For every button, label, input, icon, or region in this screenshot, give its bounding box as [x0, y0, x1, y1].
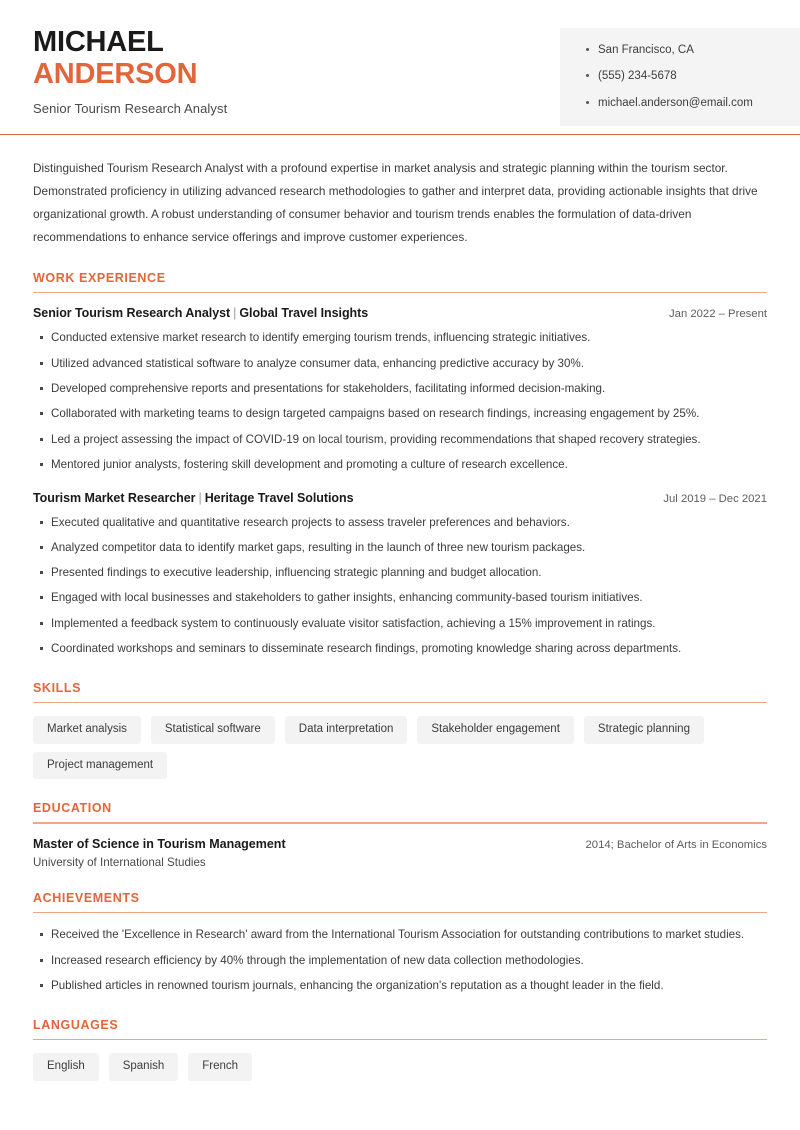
skills-tag-list	[33, 716, 767, 779]
contact-list	[586, 42, 778, 112]
professional-summary: Distinguished Tourism Research Analyst with a profound expertise in market analysis and strategic planning within the tourism sector. Demonstrated proficiency in utilizing advanced research methodologies to gather and interpret data, providing actionable insights that drive organizational growth. A robust understanding of consumer behavior and tourism trends enables the formulation of data-driven recommendations to enhance service offerings and improve customer experiences.	[33, 160, 758, 244]
section-languages	[33, 1018, 767, 1081]
bullet-item: Increased research efficiency by 40% through the implementation of new data collection methodologies.	[33, 952, 767, 971]
experience-dates: Jul 2019 – Dec 2021	[663, 492, 767, 505]
experience-entry	[33, 491, 767, 659]
education-entry	[33, 837, 767, 869]
experience-title-line	[33, 491, 353, 505]
section-divider	[33, 912, 767, 914]
section-skills	[33, 681, 767, 780]
bullet-item: Executed qualitative and quantitative research projects to assess traveler preferences and behaviors.	[33, 514, 767, 533]
headline-subtitle: Senior Tourism Research Analyst	[33, 100, 228, 116]
contact-item-email[interactable]: michael.anderson@email.com	[586, 95, 778, 112]
section-divider	[33, 822, 767, 824]
language-tag: French	[188, 1053, 252, 1081]
first-name: MICHAEL	[33, 26, 164, 58]
contact-item-location: San Francisco, CA	[586, 42, 778, 59]
bullet-item: Analyzed competitor data to identify market gaps, resulting in the launch of three new tourism packages.	[33, 539, 767, 558]
education-school: University of International Studies	[33, 855, 206, 869]
bullet-item: Utilized advanced statistical software to analyze consumer data, enhancing predictive accuracy by 30%.	[33, 355, 767, 374]
bullet-item: Published articles in renowned tourism journals, enhancing the organization's reputation as a thought leader in the field.	[33, 977, 767, 996]
language-tag: English	[33, 1053, 99, 1081]
skill-tag: Stakeholder engagement	[417, 716, 574, 744]
bullet-item: Led a project assessing the impact of COVID-19 on local tourism, providing recommendations that shaped recovery strategies.	[33, 431, 767, 450]
languages-tag-list	[33, 1053, 767, 1081]
title-separator: |	[198, 490, 202, 505]
bullet-item: Mentored junior analysts, fostering skill development and promoting a culture of research excellence.	[33, 456, 767, 475]
section-title-education: EDUCATION	[33, 801, 112, 816]
experience-bullets	[33, 514, 767, 659]
section-education	[33, 801, 767, 869]
skill-tag: Strategic planning	[584, 716, 704, 744]
last-name: ANDERSON	[33, 58, 198, 91]
header-identity	[0, 26, 227, 134]
experience-entry	[33, 306, 767, 474]
experience-dates: Jan 2022 – Present	[669, 308, 767, 321]
resume-body	[0, 157, 800, 1081]
bullet-item: Collaborated with marketing teams to design targeted campaigns based on research findings, increasing engagement by 25%.	[33, 405, 767, 424]
achievements-list	[33, 926, 767, 995]
experience-role: Senior Tourism Research Analyst	[33, 306, 231, 321]
language-tag: Spanish	[109, 1053, 179, 1081]
experience-company: Global Travel Insights	[239, 306, 369, 321]
resume-header	[0, 0, 800, 135]
section-divider	[33, 1039, 767, 1041]
experience-role: Tourism Market Researcher	[33, 490, 196, 505]
experience-company: Heritage Travel Solutions	[204, 490, 354, 505]
bullet-item: Developed comprehensive reports and presentations for stakeholders, facilitating informed decision-making.	[33, 380, 767, 399]
bullet-item: Engaged with local businesses and stakeholders to gather insights, enhancing community-based tourism initiatives.	[33, 589, 767, 608]
contact-box	[560, 28, 800, 126]
experience-entry-header	[33, 306, 767, 320]
education-meta: 2014; Bachelor of Arts in Economics	[585, 838, 767, 851]
section-title-work: WORK EXPERIENCE	[33, 270, 166, 285]
skill-tag: Data interpretation	[285, 716, 408, 744]
skill-tag: Project management	[33, 752, 167, 780]
section-achievements	[33, 891, 767, 996]
bullet-item: Coordinated workshops and seminars to disseminate research findings, promoting knowledge sharing across departments.	[33, 640, 767, 659]
education-degree: Master of Science in Tourism Management	[33, 836, 286, 851]
section-divider	[33, 702, 767, 704]
section-divider	[33, 292, 767, 294]
section-work-experience	[33, 271, 767, 659]
bullet-item: Presented findings to executive leadership, influencing strategic planning and budget allocation.	[33, 564, 767, 583]
bullet-item: Implemented a feedback system to continuously evaluate visitor satisfaction, achieving a 15% improvement in ratings.	[33, 615, 767, 634]
section-title-languages: LANGUAGES	[33, 1017, 119, 1032]
bullet-item: Received the 'Excellence in Research' award from the International Tourism Association for outstanding contributions to market studies.	[33, 926, 767, 945]
bullet-item: Conducted extensive market research to identify emerging tourism trends, influencing strategic initiatives.	[33, 329, 767, 348]
experience-bullets	[33, 329, 767, 474]
education-entry-header	[33, 837, 767, 851]
experience-entry-header	[33, 491, 767, 505]
section-title-achievements: ACHIEVEMENTS	[33, 890, 140, 905]
experience-title-line	[33, 306, 368, 320]
title-separator: |	[233, 306, 237, 321]
skill-tag: Market analysis	[33, 716, 141, 744]
section-title-skills: SKILLS	[33, 680, 82, 695]
contact-item-phone[interactable]: (555) 234-5678	[586, 68, 778, 85]
skill-tag: Statistical software	[151, 716, 275, 744]
